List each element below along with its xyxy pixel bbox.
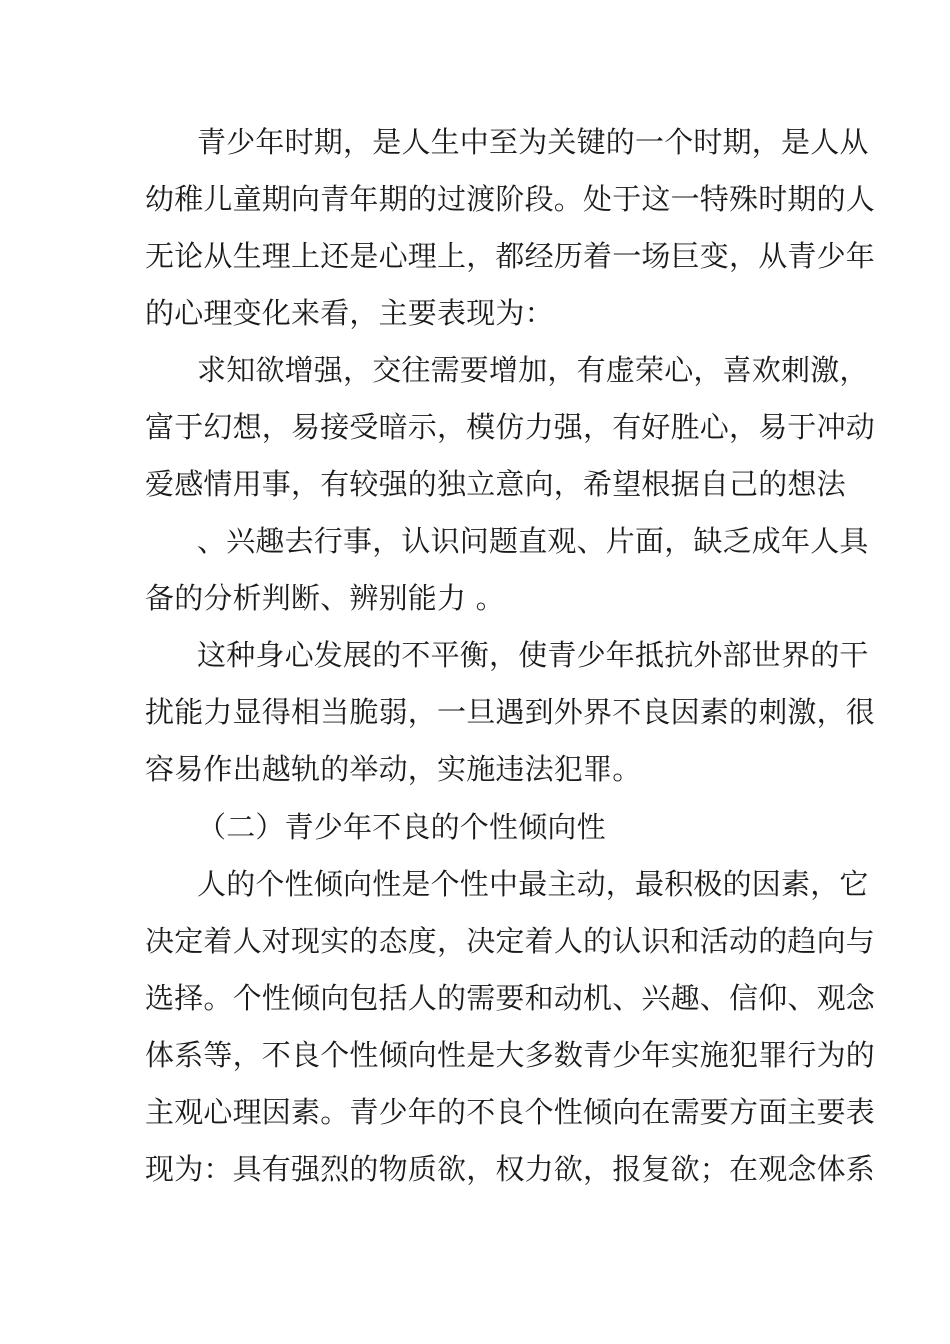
paragraph-2-line-1: 求知欲增强，交往需要增加，有虚荣心，喜欢刺激，: [197, 353, 869, 387]
section-heading: （二）青少年不良的个性倾向性: [197, 810, 606, 844]
paragraph-5-line-3: 选择。个性倾向包括人的需要和动机、兴趣、信仰、观念: [145, 981, 876, 1015]
paragraph-5-line-2: 决定着人对现实的态度，决定着人的认识和活动的趋向与: [145, 924, 876, 958]
paragraph-1-line-3: 无论从生理上还是心理上，都经历着一场巨变，从青少年: [145, 239, 876, 273]
paragraph-5-line-4: 体系等，不良个性倾向性是大多数青少年实施犯罪行为的: [145, 1038, 876, 1072]
paragraph-2-line-3: 爱感情用事，有较强的独立意向，希望根据自己的想法: [145, 467, 846, 501]
paragraph-5-line-1: 人的个性倾向性是个性中最主动，最积极的因素，它: [197, 867, 869, 901]
paragraph-1-line-4: 的心理变化来看，主要表现为：: [145, 296, 554, 330]
paragraph-3-line-1: 、兴趣去行事，认识问题直观、片面，缺乏成年人具: [197, 524, 869, 558]
paragraph-1-line-2: 幼稚儿童期向青年期的过渡阶段。处于这一特殊时期的人: [145, 182, 876, 216]
paragraph-3-line-2: 备的分析判断、辨别能力 。: [145, 581, 505, 615]
paragraph-4-line-2: 扰能力显得相当脆弱，一旦遇到外界不良因素的刺激，很: [145, 695, 876, 729]
paragraph-4-line-1: 这种身心发展的不平衡，使青少年抵抗外部世界的干: [197, 638, 869, 672]
paragraph-4-line-3: 容易作出越轨的举动，实施违法犯罪。: [145, 752, 642, 786]
paragraph-5-line-6: 现为：具有强烈的物质欲，权力欲，报复欲；在观念体系: [145, 1152, 876, 1186]
paragraph-1-line-1: 青少年时期，是人生中至为关键的一个时期，是人从: [197, 125, 869, 159]
paragraph-5-line-5: 主观心理因素。青少年的不良个性倾向在需要方面主要表: [145, 1095, 876, 1129]
paragraph-2-line-2: 富于幻想，易接受暗示，模仿力强，有好胜心，易于冲动: [145, 410, 876, 444]
